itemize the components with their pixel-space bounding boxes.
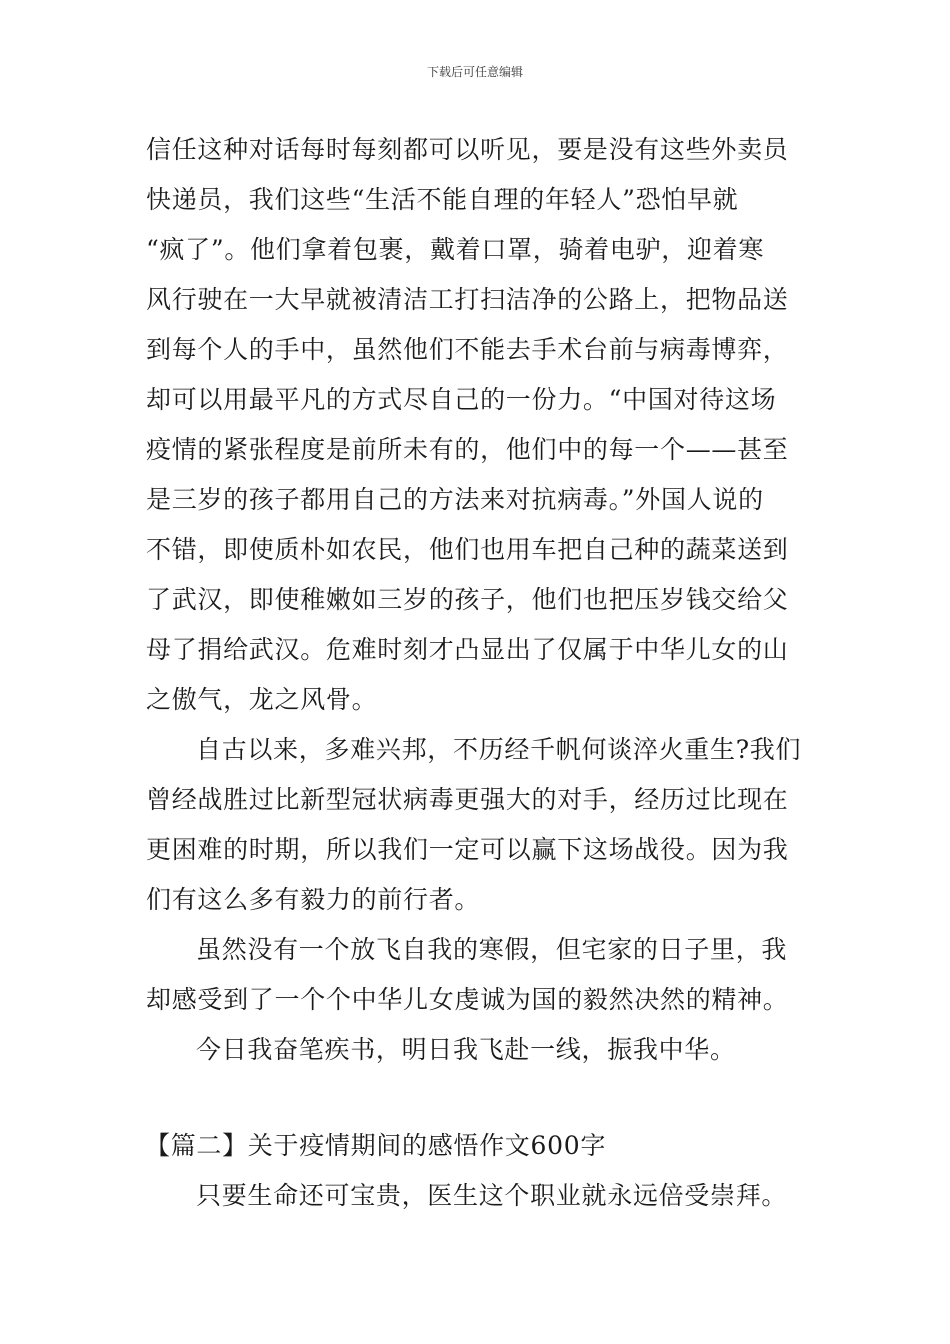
paragraph-line: 却感受到了一个个中华儿女虔诚为国的毅然决然的精神。 bbox=[146, 985, 789, 1014]
paragraph-line: 是三岁的孩子都用自己的方法来对抗病毒。”外国人说的 bbox=[146, 485, 764, 514]
paragraph-line: 虽然没有一个放飞自我的寒假，但宅家的日子里，我 bbox=[196, 935, 788, 964]
paragraph-line: 今日我奋笔疾书，明日我飞赴一线，振我中华。 bbox=[196, 1035, 736, 1064]
paragraph-line: 自古以来，多难兴邦，不历经千帆何谈淬火重生?我们 bbox=[196, 735, 802, 764]
paragraph-line: 不错，即使质朴如农民，他们也用车把自己种的蔬菜送到 bbox=[146, 535, 789, 564]
section-heading: 【篇二】关于疫情期间的感悟作文600字 bbox=[145, 1131, 607, 1160]
paragraph-line: 快递员，我们这些“生活不能自理的年轻人”恐怕早就 bbox=[146, 185, 739, 214]
paragraph-line: 之傲气，龙之风骨。 bbox=[146, 685, 378, 714]
paragraph-line: 只要生命还可宝贵，医生这个职业就永远倍受崇拜。 bbox=[196, 1181, 788, 1210]
page-header: 下载后可任意编辑 bbox=[426, 65, 523, 79]
paragraph-line: 们有这么多有毅力的前行者。 bbox=[146, 885, 481, 914]
paragraph-line: 风行驶在一大早就被清洁工打扫洁净的公路上，把物品送 bbox=[146, 285, 789, 314]
paragraph-line: 却可以用最平凡的方式尽自己的一份力。“中国对待这场 bbox=[146, 385, 777, 414]
paragraph-line: 更困难的时期，所以我们一定可以赢下这场战役。因为我 bbox=[146, 835, 789, 864]
paragraph-line: 母了捐给武汉。危难时刻才凸显出了仅属于中华儿女的山 bbox=[146, 635, 789, 664]
paragraph-line: 信任这种对话每时每刻都可以听见，要是没有这些外卖员 bbox=[146, 135, 789, 164]
paragraph-line: 到每个人的手中，虽然他们不能去手术台前与病毒博弈， bbox=[146, 335, 789, 364]
paragraph-line: 疫情的紧张程度是前所未有的，他们中的每一个——甚至 bbox=[146, 435, 789, 464]
paragraph-line: “疯了”。他们拿着包裹，戴着口罩，骑着电驴，迎着寒 bbox=[146, 235, 765, 264]
paragraph-line: 了武汉，即使稚嫩如三岁的孩子，他们也把压岁钱交给父 bbox=[146, 585, 789, 614]
paragraph-line: 曾经战胜过比新型冠状病毒更强大的对手，经历过比现在 bbox=[146, 785, 789, 814]
